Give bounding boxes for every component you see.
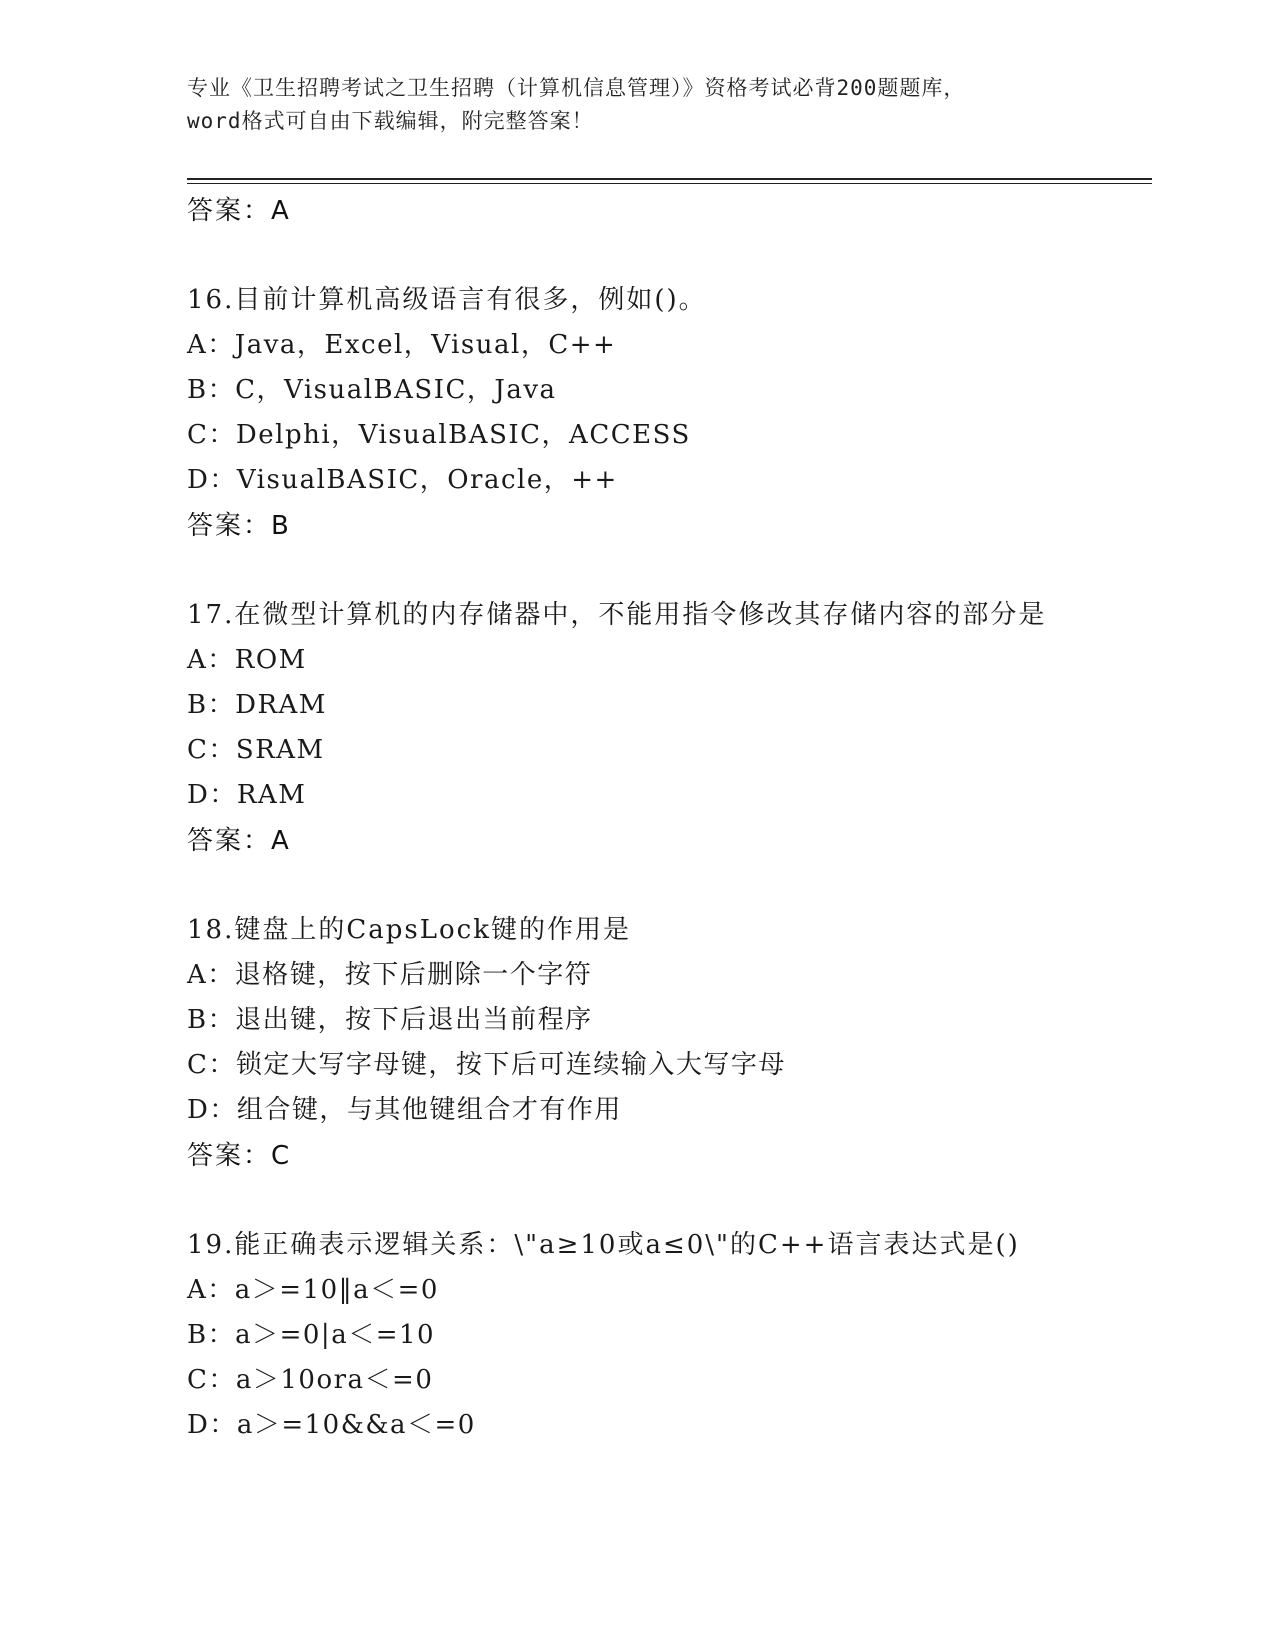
header-divider [187, 178, 1152, 180]
document-body [187, 188, 1187, 1492]
header-line-2: word格式可自由下载编辑，附完整答案！ [187, 109, 594, 133]
question-16 [187, 278, 1187, 549]
option-b: B：DRAM [187, 690, 327, 720]
option-a: A：Java，Excel，Visual，C++ [187, 330, 617, 360]
option-a: A：a＞=10‖a＜=0 [187, 1275, 439, 1305]
option-b: B：退出键，按下后退出当前程序 [187, 1005, 593, 1035]
option-d: D：RAM [187, 780, 307, 810]
header-line-1: 专业《卫生招聘考试之卫生招聘（计算机信息管理）》资格考试必背200题题库， [187, 76, 966, 100]
option-d: D：组合键，与其他键组合才有作用 [187, 1095, 622, 1125]
document-header [187, 72, 1087, 138]
question-stem: 17.在微型计算机的内存储器中，不能用指令修改其存储内容的部分是 [187, 600, 1047, 630]
question-19 [187, 1223, 1187, 1448]
option-d: D：a＞=10&&a＜=0 [187, 1410, 476, 1440]
option-b: B：a＞=0|a＜=10 [187, 1320, 436, 1350]
option-d: D：VisualBASIC，Oracle，++ [187, 465, 618, 495]
option-a: A：退格键，按下后删除一个字符 [187, 960, 593, 990]
question-stem: 18.键盘上的CapsLock键的作用是 [187, 915, 631, 945]
option-c: C：SRAM [187, 735, 325, 765]
question-17 [187, 593, 1187, 864]
question-18 [187, 908, 1187, 1179]
option-c: C：锁定大写字母键，按下后可连续输入大写字母 [187, 1050, 786, 1080]
answer-line: 答案：C [187, 1141, 292, 1171]
header-divider-thin [187, 183, 1152, 184]
option-c: C：a＞10ora＜=0 [187, 1365, 434, 1395]
answer-line: 答案：A [187, 196, 291, 226]
answer-line: 答案：B [187, 511, 291, 541]
question-stem: 16.目前计算机高级语言有很多，例如()。 [187, 285, 707, 315]
option-b: B：C，VisualBASIC，Java [187, 375, 557, 405]
option-a: A：ROM [187, 645, 307, 675]
option-c: C：Delphi，VisualBASIC，ACCESS [187, 420, 691, 450]
answer-line: 答案：A [187, 826, 291, 856]
question-stem: 19.能正确表示逻辑关系：\"a≥10或a≤0\"的C++语言表达式是() [187, 1230, 1020, 1260]
